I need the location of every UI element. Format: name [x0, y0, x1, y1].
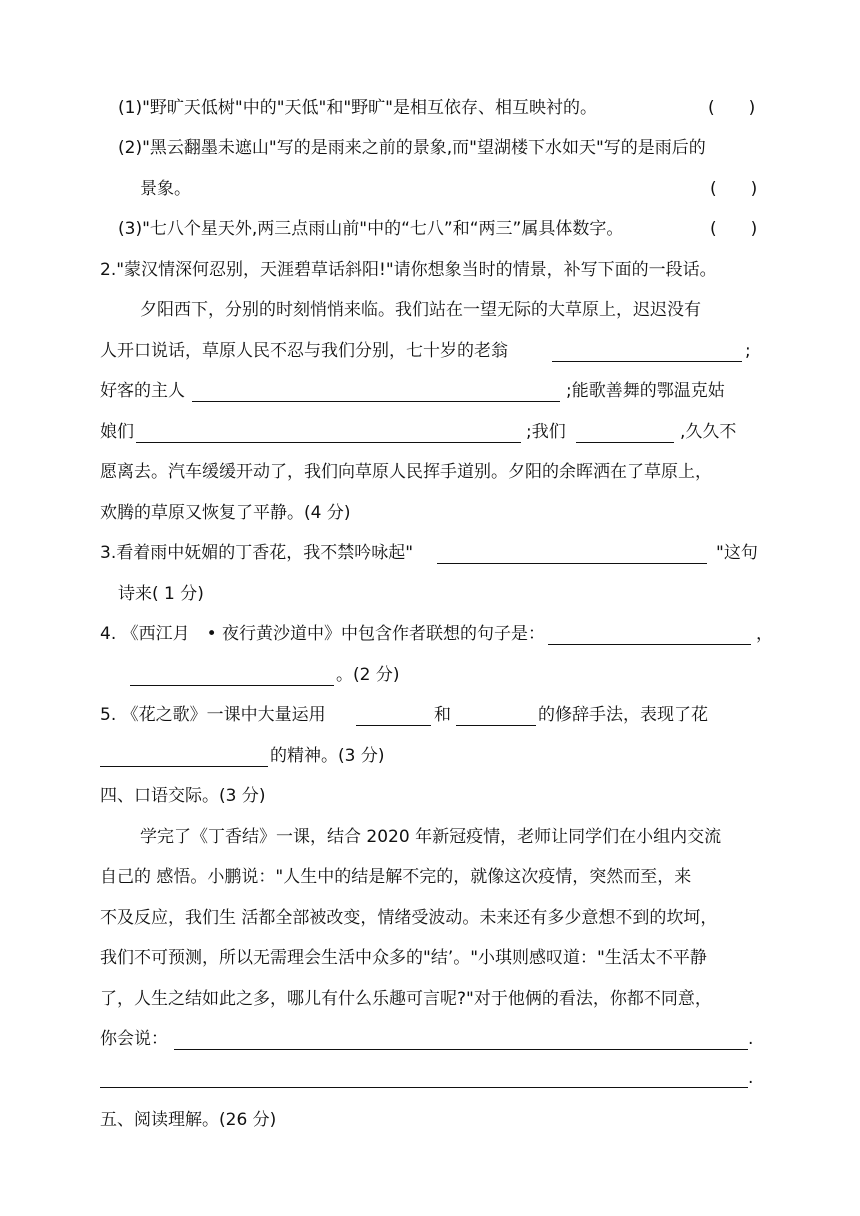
q1-sub3-text: (3)"七八个星天外,两三点雨山前"中的“七八”和“两三”属具体数字。: [118, 219, 624, 239]
section4-line6: 你会说：: [100, 1029, 168, 1049]
section5-heading: 五、阅读理解。(26 分): [100, 1110, 277, 1130]
section4-line5: 了，人生之结如此之多，哪儿有什么乐趣可言呢?"对于他俩的看法，你都不同意，: [100, 989, 712, 1009]
q2-paragraph-line2: 人开口说话，草原人民不忍与我们分别，七十岁的老翁: [100, 341, 508, 361]
section4-line4: 我们不可预测，所以无需理会生活中众多的"结’。"小琪则感叹道："生活太不平静: [100, 948, 707, 968]
section4-line1: 学完了《丁香结》一课，结合 2020 年新冠疫情，老师让同学们在小组内交流: [140, 827, 722, 847]
q5-blank-3[interactable]: [100, 766, 268, 767]
q4-blank-2[interactable]: [130, 685, 334, 686]
q2-semicolon-1: ;: [745, 341, 751, 361]
q4-blank-1[interactable]: [548, 644, 751, 645]
q1-sub2-text-line1: (2)"黑云翻墨未遮山"写的是雨来之前的景象,而"望湖楼下水如天"写的是雨后的: [118, 138, 706, 158]
q5-blank-2[interactable]: [456, 725, 536, 726]
section4-answer-blank-1[interactable]: [174, 1049, 748, 1050]
section4-heading: 四、口语交际。(3 分): [100, 786, 266, 806]
q1-sub2-text-line2: 景象。: [140, 179, 191, 199]
q5-prompt: 5. 《花之歌》一课中大量运用: [100, 705, 326, 725]
q1-sub1-text: (1)"野旷天低树"中的"天低"和"野旷"是相互依存、相互映衬的。: [118, 98, 597, 118]
q3-blank-poem[interactable]: [437, 563, 707, 564]
q2-blank-girls[interactable]: [136, 442, 521, 443]
q1-sub3-answer-parens[interactable]: ( ): [710, 219, 758, 239]
q2-paragraph-line6: 欢腾的草原又恢复了平静。(4 分): [100, 503, 351, 523]
q2-paragraph-line4-start: 娘们: [100, 422, 134, 442]
section4-line3: 不及反应，我们生 活都全部被改变，情绪受波动。未来还有多少意想不到的坎坷，: [100, 908, 718, 928]
q2-paragraph-line3-end: ;能歌善舞的鄂温克姑: [566, 381, 725, 401]
section4-period-1: .: [748, 1029, 754, 1049]
q2-paragraph-line4-end: ,久久不: [680, 422, 737, 442]
section4-line2: 自己的 感悟。小鹏说："人生中的结是解不完的，就像这次疫情，突然而至，来: [100, 867, 692, 887]
q4-score: 。(2 分): [336, 665, 400, 685]
q4-prompt: 4. 《西江月 • 夜行黄沙道中》中包含作者联想的句子是：: [100, 624, 546, 644]
section4-period-2: .: [748, 1068, 754, 1088]
q3-prompt-line2: 诗来( 1 分): [118, 584, 204, 604]
q2-blank-host[interactable]: [192, 401, 560, 402]
q1-sub1-answer-parens[interactable]: ( ): [708, 98, 756, 118]
q5-prompt-end: 的精神。(3 分): [270, 746, 385, 766]
q5-and: 和: [434, 705, 451, 725]
q2-blank-we[interactable]: [576, 442, 674, 443]
q2-paragraph-line1: 夕阳西下，分别的时刻悄悄来临。我们站在一望无际的大草原上，迟迟没有: [140, 300, 701, 320]
q2-prompt: 2."蒙汉情深何忍别，天涯碧草话斜阳!"请你想象当时的情景，补写下面的一段话。: [100, 260, 717, 280]
q1-sub2-answer-parens[interactable]: ( ): [710, 179, 758, 199]
q5-prompt-mid: 的修辞手法，表现了花: [538, 705, 708, 725]
q2-paragraph-line3-start: 好客的主人: [100, 381, 185, 401]
section4-answer-blank-2[interactable]: [100, 1087, 748, 1088]
q2-paragraph-line5: 愿离去。汽车缓缓开动了，我们向草原人民挥手道别。夕阳的余晖洒在了草原上，: [100, 462, 712, 482]
q5-blank-1[interactable]: [356, 725, 431, 726]
q3-prompt: 3.看着雨中妩媚的丁香花，我不禁吟咏起": [100, 543, 414, 563]
q4-comma: ，: [756, 624, 773, 644]
q3-prompt-tail: "这句: [716, 543, 758, 563]
q2-blank-old-man[interactable]: [552, 361, 742, 362]
q2-paragraph-line4-mid: ;我们: [526, 422, 566, 442]
